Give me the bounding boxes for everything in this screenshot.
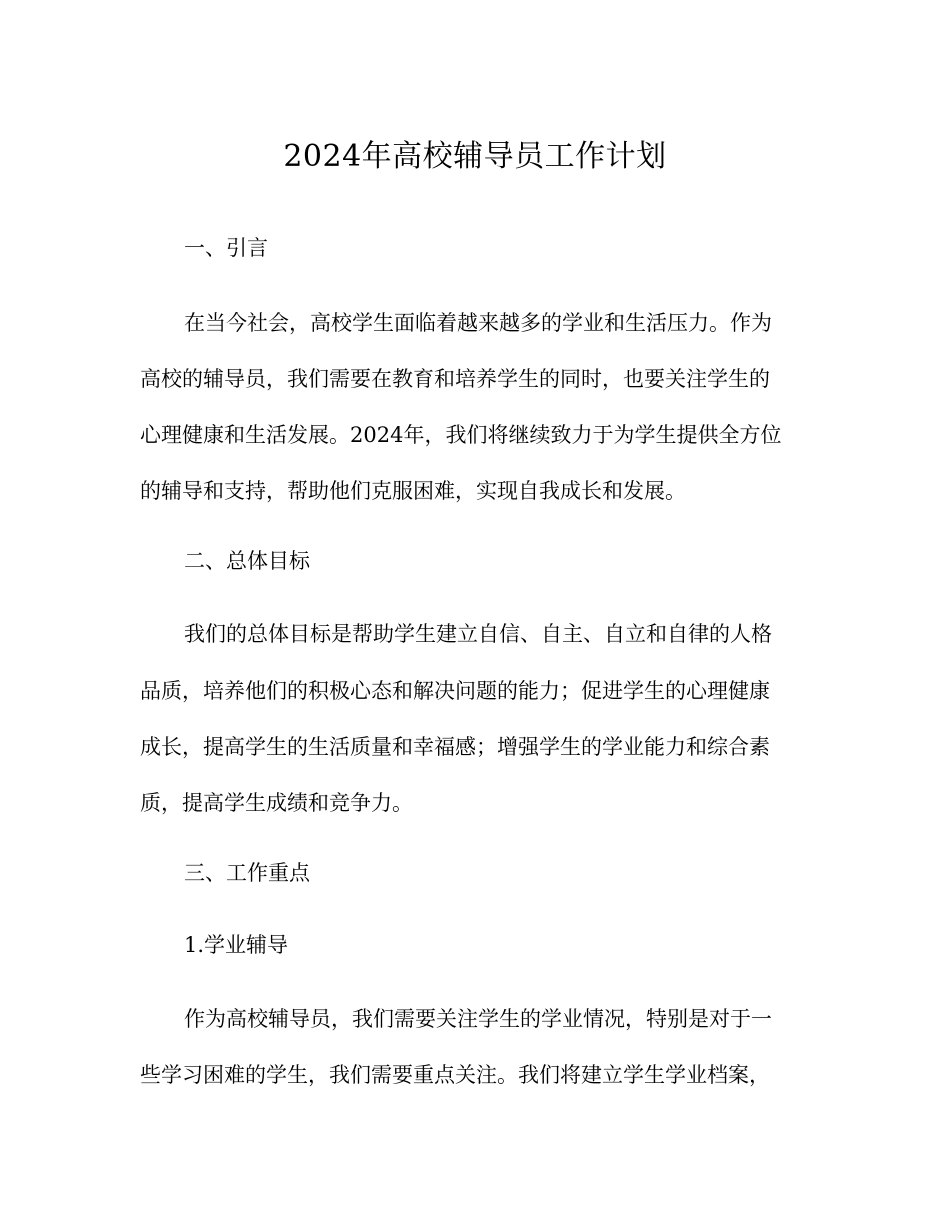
section-heading-overall-goals: 二、总体目标 [184, 549, 310, 573]
paragraph-line: 成长，提高学生的生活质量和幸福感；增强学生的学业能力和综合素 [140, 735, 770, 759]
paragraph-line: 在当今社会，高校学生面临着越来越多的学业和生活压力。作为 [184, 311, 772, 335]
section-heading-introduction: 一、引言 [184, 236, 268, 260]
subsection-heading-academic-guidance: 1.学业辅导 [184, 933, 289, 957]
document-title: 2024年高校辅导员工作计划 [283, 139, 667, 174]
paragraph-line: 的辅导和支持，帮助他们克服困难，实现自我成长和发展。 [140, 479, 686, 503]
paragraph-line: 品质，培养他们的积极心态和解决问题的能力；促进学生的心理健康 [140, 679, 770, 703]
paragraph-line: 作为高校辅导员，我们需要关注学生的学业情况，特别是对于一 [184, 1007, 772, 1031]
section-heading-work-focus: 三、工作重点 [184, 861, 310, 885]
paragraph-line: 心理健康和生活发展。2024年，我们将继续致力于为学生提供全方位 [140, 423, 782, 447]
paragraph-line: 我们的总体目标是帮助学生建立自信、自主、自立和自律的人格 [184, 622, 772, 646]
paragraph-line: 高校的辅导员，我们需要在教育和培养学生的同时，也要关注学生的 [140, 367, 770, 391]
paragraph-line: 些学习困难的学生，我们需要重点关注。我们将建立学生学业档案， [140, 1063, 770, 1087]
paragraph-line: 质，提高学生成绩和竞争力。 [140, 791, 413, 815]
